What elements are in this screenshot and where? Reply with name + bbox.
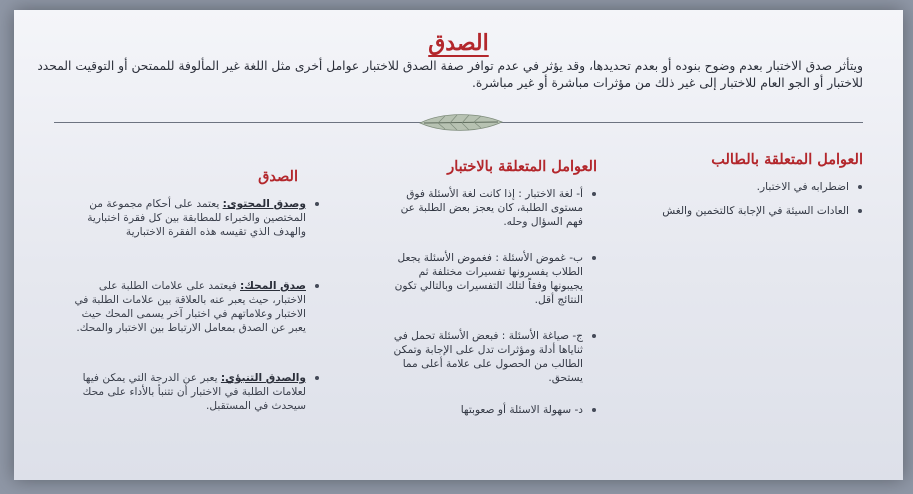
- list-item: اضطرابه في الاختبار.: [627, 180, 849, 194]
- test-factors-heading: العوامل المتعلقة بالاختبار: [447, 158, 597, 175]
- list-item: [70, 371, 306, 413]
- content-validity-text: يعتمد على أحكام مجموعة من المختصين والخبراء للمطابقة بين كل فقرة اختبارية والهدف الذي تقيسه هذه الفقرة الاختبارية: [87, 198, 306, 238]
- list-item: [70, 197, 306, 239]
- validity-types-column: [70, 168, 320, 413]
- list-item: [70, 279, 306, 335]
- criterion-validity-text: فيعتمد على علامات الطلبة على الاختبار، حيث يعبر عنه بالعلاقة بين علامات الطلبة في الاختبار وعلاماتهم في اختبار آخر يسمى المحك حيث يعبر عن الصدق بمعامل الارتباط بين الاختبار والمحك.: [74, 280, 306, 334]
- test-factors-list: [387, 187, 597, 417]
- criterion-validity-term: صدق المحك:: [240, 280, 306, 292]
- slide: [14, 10, 903, 480]
- student-factors-column: [627, 151, 863, 228]
- validity-heading: الصدق: [258, 168, 298, 185]
- predictive-validity-text: يعبر عن الدرجة التي يمكن فيها لعلامات الطلبة في الاختبار أن تتنبأ بالأداء على محك سيحدث في المستقبل.: [82, 372, 306, 412]
- content-validity-term: وصدق المحتوى:: [222, 198, 306, 210]
- student-factors-heading: العوامل المتعلقة بالطالب: [711, 151, 863, 168]
- page-title: الصدق: [428, 30, 489, 56]
- leaf-ornament-icon: [418, 109, 504, 139]
- validity-types-list: [70, 197, 320, 413]
- student-factors-list: [627, 180, 863, 218]
- list-item: ج- صياغة الأسئلة : فبعض الأسئلة تحمل في ثناياها أدلة ومؤثرات تدل على الإجابة وتمكن الطالب من الحصول على علامة أعلى مما يستحق.: [387, 329, 583, 385]
- list-item: العادات السيئة في الإجابة كالتخمين والغش: [627, 204, 849, 218]
- predictive-validity-term: والصدق التنبؤي:: [220, 372, 306, 384]
- list-item: ب- غموض الأسئلة : فغموض الأسئلة يجعل الطلاب يفسرونها تفسيرات مختلفة ثم يجيبونها وفقاً لتلك التفسيرات وبالتالي تكون النتائج أقل.: [387, 251, 583, 307]
- list-item: د- سهولة الاسئلة أو صعوبتها: [387, 403, 583, 417]
- list-item: أ- لغة الاختبار : إذا كانت لغة الأسئلة فوق مستوى الطلبة، كان يعجز بعض الطلبة عن فهم السؤال وحله.: [387, 187, 583, 229]
- intro-paragraph: ويتأثر صدق الاختبار بعدم وضوح بنوده أو بعدم تحديدها، وقد يؤثر في عدم توافر صفة الصدق للاختبار عوامل أخرى مثل اللغة غير المألوفة للممتحن أو التوقيت المحدد للاختبار أو الجو العام للاختبار إلى غير ذلك من مؤثرات مباشرة أو غير مباشرة.: [37, 59, 863, 90]
- test-factors-column: [387, 158, 597, 417]
